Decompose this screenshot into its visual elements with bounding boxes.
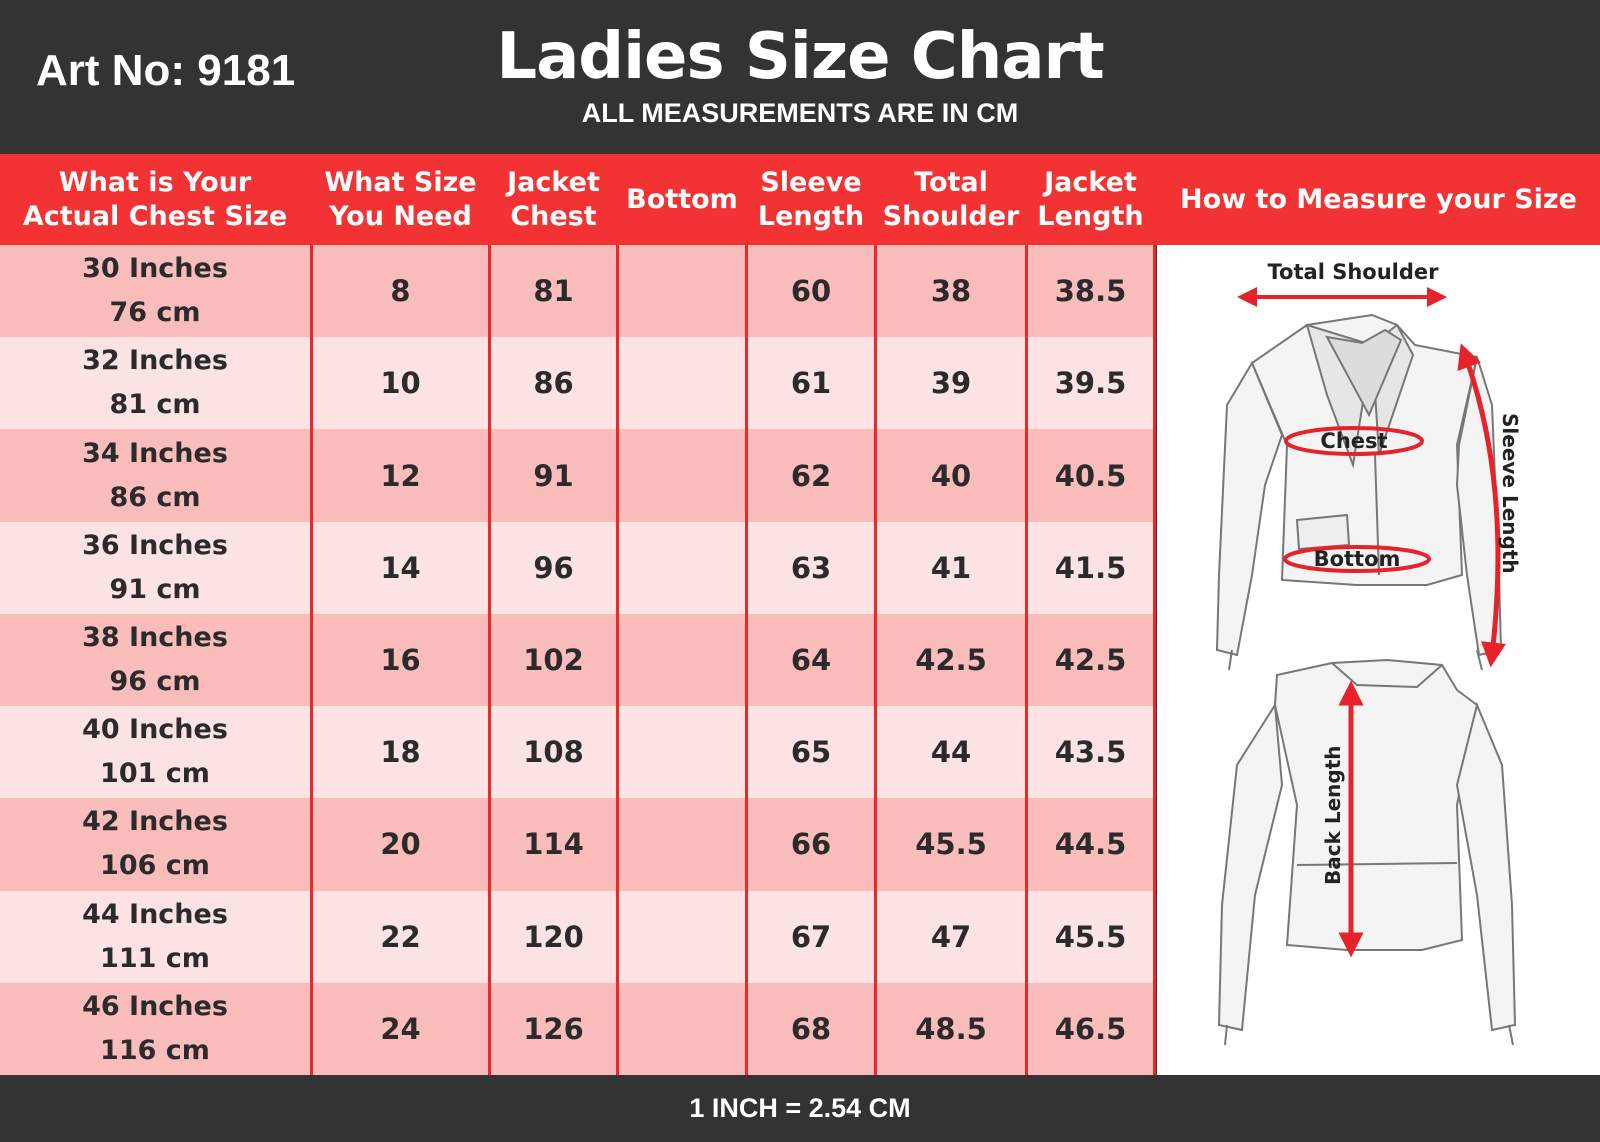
cell-bottom [619, 337, 745, 429]
page-subtitle: ALL MEASUREMENTS ARE IN CM [581, 98, 1019, 128]
cell-total-shoulder: 40 [930, 458, 972, 493]
label-bottom: Bottom [1313, 547, 1401, 571]
cell-jacket-length: 41.5 [1054, 550, 1127, 585]
cell-chest-size [0, 245, 310, 337]
col-header-how-to-measure: How to Measure your Size [1180, 183, 1577, 215]
chest-inches: 44 Inches [82, 898, 228, 930]
size-table-body [0, 245, 1155, 1075]
cell-chest-size [0, 429, 310, 521]
cell-bottom [619, 522, 745, 614]
column-divider [1025, 245, 1028, 1075]
cell-chest-size [0, 706, 310, 798]
cell-jacket-length: 42.5 [1054, 642, 1127, 677]
column-divider [488, 245, 491, 1075]
cell-total-shoulder: 38 [930, 274, 972, 309]
label-total-shoulder: Total Shoulder [1267, 260, 1439, 284]
col-header-jacket-chest: Jacket Chest [507, 166, 600, 232]
chest-cm: 86 cm [109, 481, 201, 513]
cell-jacket-chest: 86 [533, 366, 574, 401]
cell-sleeve-length: 65 [790, 735, 832, 770]
table-row [0, 706, 1155, 798]
cell-chest-size [0, 798, 310, 890]
conversion-note: 1 INCH = 2.54 CM [689, 1093, 911, 1123]
table-row [0, 983, 1155, 1075]
cell-size-needed: 8 [390, 274, 411, 309]
cell-jacket-length: 39.5 [1054, 366, 1127, 401]
back-jacket-icon [1219, 660, 1515, 1045]
cell-bottom [619, 798, 745, 890]
table-row [0, 522, 1155, 614]
column-divider [616, 245, 619, 1075]
col-header-bottom: Bottom [626, 183, 738, 215]
col-header-size-needed: What Size You Need [324, 166, 477, 232]
chest-inches: 36 Inches [82, 529, 228, 561]
cell-jacket-chest: 114 [523, 827, 584, 862]
cell-chest-size [0, 337, 310, 429]
column-divider [745, 245, 748, 1075]
col-header-total-shoulder: Total Shoulder [882, 166, 1020, 232]
cell-jacket-length: 46.5 [1054, 1011, 1127, 1046]
cell-sleeve-length: 66 [790, 827, 832, 862]
chest-cm: 106 cm [100, 850, 210, 882]
cell-jacket-length: 40.5 [1054, 458, 1127, 493]
chest-cm: 96 cm [109, 665, 201, 697]
table-row [0, 429, 1155, 521]
chest-cm: 111 cm [100, 942, 210, 974]
footer [0, 1075, 1600, 1142]
chest-inches: 30 Inches [82, 253, 228, 285]
column-divider [310, 245, 313, 1075]
cell-total-shoulder: 42.5 [915, 642, 987, 677]
cell-jacket-length: 45.5 [1054, 919, 1127, 954]
cell-bottom [619, 245, 745, 337]
cell-size-needed: 14 [380, 550, 421, 585]
art-number: Art No: 9181 [36, 46, 296, 95]
cell-bottom [619, 983, 745, 1075]
chest-inches: 42 Inches [82, 806, 228, 838]
cell-sleeve-length: 64 [790, 642, 832, 677]
table-row [0, 337, 1155, 429]
cell-total-shoulder: 44 [930, 735, 972, 770]
cell-size-needed: 24 [380, 1011, 421, 1046]
label-chest: Chest [1320, 429, 1388, 453]
cell-chest-size [0, 983, 310, 1075]
chest-inches: 38 Inches [82, 621, 228, 653]
cell-jacket-chest: 96 [533, 550, 574, 585]
cell-jacket-chest: 120 [523, 919, 584, 954]
cell-jacket-chest: 91 [533, 458, 574, 493]
cell-bottom [619, 706, 745, 798]
col-header-jacket-length: Jacket Length [1037, 166, 1144, 232]
cell-total-shoulder: 45.5 [915, 827, 987, 862]
cell-total-shoulder: 41 [930, 550, 972, 585]
chest-inches: 34 Inches [82, 437, 228, 469]
cell-sleeve-length: 60 [790, 274, 832, 309]
cell-sleeve-length: 61 [790, 366, 832, 401]
cell-jacket-chest: 102 [523, 642, 584, 677]
cell-total-shoulder: 39 [930, 366, 972, 401]
cell-bottom [619, 614, 745, 706]
chest-cm: 76 cm [109, 297, 201, 329]
table-row [0, 798, 1155, 890]
front-jacket-icon [1217, 315, 1501, 670]
cell-jacket-chest: 108 [523, 735, 584, 770]
column-divider [1153, 245, 1156, 1075]
cell-total-shoulder: 47 [930, 919, 972, 954]
how-to-measure-panel [1157, 245, 1600, 1075]
chest-inches: 46 Inches [82, 990, 228, 1022]
cell-size-needed: 12 [380, 458, 421, 493]
col-header-chest-size: What is Your Actual Chest Size [22, 166, 288, 232]
cell-size-needed: 20 [380, 827, 421, 862]
cell-jacket-length: 38.5 [1054, 274, 1127, 309]
jacket-diagram [1157, 245, 1600, 1075]
chest-cm: 116 cm [100, 1034, 210, 1066]
cell-chest-size [0, 614, 310, 706]
chest-cm: 91 cm [109, 573, 201, 605]
table-row [0, 891, 1155, 983]
cell-bottom [619, 891, 745, 983]
cell-sleeve-length: 63 [790, 550, 832, 585]
col-header-sleeve-length: Sleeve Length [757, 166, 865, 232]
cell-sleeve-length: 68 [790, 1011, 832, 1046]
cell-chest-size [0, 522, 310, 614]
chest-cm: 81 cm [109, 389, 201, 421]
table-header [0, 154, 1600, 245]
cell-jacket-length: 44.5 [1054, 827, 1127, 862]
column-divider [874, 245, 877, 1075]
cell-chest-size [0, 891, 310, 983]
top-header [0, 0, 1600, 154]
label-sleeve-length: Sleeve Length [1498, 413, 1522, 574]
chest-inches: 40 Inches [82, 714, 228, 746]
label-back-length: Back Length [1321, 745, 1345, 885]
table-row [0, 245, 1155, 337]
cell-jacket-length: 43.5 [1054, 735, 1127, 770]
cell-size-needed: 16 [380, 642, 421, 677]
cell-sleeve-length: 62 [790, 458, 832, 493]
chest-inches: 32 Inches [82, 345, 228, 377]
cell-size-needed: 22 [380, 919, 421, 954]
cell-jacket-chest: 126 [523, 1011, 584, 1046]
cell-size-needed: 10 [380, 366, 421, 401]
cell-size-needed: 18 [380, 735, 421, 770]
table-row [0, 614, 1155, 706]
chest-cm: 101 cm [100, 758, 210, 790]
cell-total-shoulder: 48.5 [915, 1011, 987, 1046]
cell-sleeve-length: 67 [790, 919, 832, 954]
page-title: Ladies Size Chart [496, 20, 1104, 94]
cell-bottom [619, 429, 745, 521]
cell-jacket-chest: 81 [533, 274, 574, 309]
